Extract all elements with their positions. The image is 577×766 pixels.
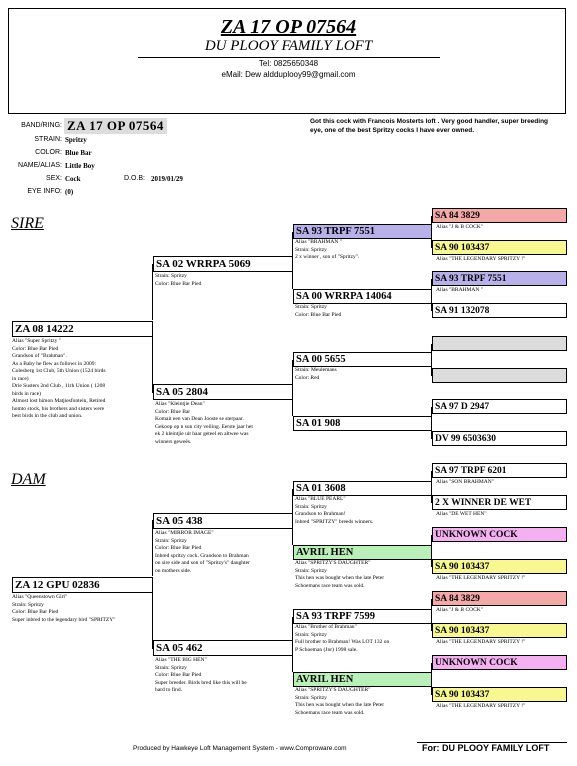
connector-line <box>292 617 293 640</box>
gen3-band-box: SA 00 WRRPA 14064 <box>293 289 432 304</box>
connector-line <box>152 593 153 649</box>
connector-line <box>431 279 432 289</box>
gen4-band-box: SA 90 103437 <box>432 240 567 255</box>
gen4-alias: Alias "SON BRAHMAN" <box>436 479 494 485</box>
connector-line <box>431 624 432 631</box>
gen4-band-box: SA 97 TRPF 6201 <box>432 463 567 478</box>
gen4-band-box: SA 91 132078 <box>432 303 567 318</box>
gen4-band-box: SA 84 3829 <box>432 591 567 606</box>
connector-line <box>431 560 432 567</box>
gen4-band-box: 2 X WINNER DE WET <box>432 495 567 510</box>
gen2-details: Alias "THE BIG HEN" Strain: Spritzy Color: Blue Bar Pied Super breeder. Birds bred like this will be hard to find. <box>155 657 247 693</box>
connector-line <box>152 520 153 576</box>
strain-value: Spritzy <box>65 136 87 144</box>
color-label: COLOR: <box>35 149 62 156</box>
gen3-band-box: SA 01 3608 <box>293 481 432 496</box>
gen4-band-box <box>432 336 567 351</box>
connector-line <box>292 656 293 672</box>
connector-line <box>431 344 432 352</box>
header-divider <box>138 57 440 58</box>
connector-line <box>431 663 432 672</box>
gen3-details: Alias "BLUE PEARL" Strain: Spritzy Grandson to Brahman! Inbred "SPRITZY" breeds winners. <box>295 496 374 525</box>
notes-text: Got this cock with Francois Mosterts loft . Very good handler, super breeding eye, one of the best Spritzy cocks I have ever owned. <box>310 118 549 134</box>
gen3-band-box: SA 00 5655 <box>293 352 432 367</box>
connector-line <box>431 471 432 481</box>
color-value: Blue Bar <box>65 149 92 157</box>
sex-value: Cock <box>65 175 81 183</box>
connector-line <box>431 367 432 376</box>
gen4-alias: Alias "DE WET HEN" <box>436 511 487 517</box>
dam-heading: DAM <box>11 471 46 488</box>
gen4-band-box: SA 84 3829 <box>432 208 567 223</box>
gen4-alias: Alias "THE LEGENDARY SPRITZY !" <box>436 639 526 645</box>
eye-value: (0) <box>65 188 74 196</box>
footer-for-text: For: DU PLOOY FAMILY LOFT <box>422 743 550 753</box>
connector-line <box>431 431 432 439</box>
gen2-band-box: SA 05 438 <box>153 513 293 529</box>
gen4-band-box: UNKNOWN COCK <box>432 527 567 542</box>
sire-heading: SIRE <box>11 215 44 232</box>
connector-line <box>431 535 432 545</box>
gen3-details: Strain: Meulemans Color: Red <box>295 367 337 381</box>
gen3-details: Alias "SPRITZY'S DAUGHTER" Strain: Spritzy This hen was bought when the late Peter Schoemans race team was sold. <box>295 560 385 589</box>
header-tel: Tel: 0825650348 <box>258 59 319 68</box>
connector-line <box>152 264 153 320</box>
header-band-title: ZA 17 OP 07564 <box>220 16 357 38</box>
gen4-band-box: UNKNOWN COCK <box>432 655 567 670</box>
connector-line <box>431 407 432 416</box>
connector-line <box>292 489 293 513</box>
gen3-band-box: AVRIL HEN <box>293 545 432 560</box>
dob-label: D.O.B: <box>124 175 146 182</box>
dob-value: 2019/01/29 <box>151 175 183 183</box>
gen4-band-box <box>432 368 567 383</box>
gen2-details: Strain: Spritzy Color: Blue Bar Pied <box>155 273 202 287</box>
connector-line <box>431 496 432 503</box>
name-label: NAME/ALIAS: <box>18 162 62 169</box>
gen2-details: Alias "Kleintjie Dean" Color: Blue Bar Komait een van Dean Jooste se sterpaar. Gekoop op n sun city veiling. Eerste jaar het ek 2 kleintjie uit haar geteel en altwee was winners geweês. <box>155 401 253 445</box>
connector-line <box>292 360 293 384</box>
eye-label: EYE INFO: <box>27 188 62 195</box>
name-value: Little Boy <box>65 162 95 170</box>
dam-band-box: ZA 12 GPU 02836 <box>12 577 153 593</box>
strain-label: STRAIN: <box>34 136 62 143</box>
gen2-band-box: SA 02 WRRPA 5069 <box>153 256 293 272</box>
gen2-band-box: SA 05 2804 <box>153 384 293 400</box>
gen3-band-box: SA 93 TRPF 7551 <box>293 224 432 239</box>
gen4-alias: Alias "THE LEGENDARY SPRITZY !" <box>436 256 526 262</box>
gen3-details: Alias "BRAHMAN " Strain: Spritzy 2 x winner , son of "Spritzy". <box>295 239 360 260</box>
connector-line <box>431 687 432 695</box>
gen4-band-box: SA 93 TRPF 7551 <box>432 271 567 286</box>
gen2-band-box: SA 05 462 <box>153 640 293 656</box>
gen4-band-box: SA 90 103437 <box>432 687 567 702</box>
connector-line <box>431 304 432 311</box>
band-value: ZA 17 OP 07564 <box>64 118 167 134</box>
gen3-details: Strain: Spritzy Color: Blue Bar Pied <box>295 304 342 318</box>
gen4-alias: Alias "J & B COCK" <box>436 607 483 613</box>
gen3-band-box: AVRIL HEN <box>293 672 432 687</box>
sex-label: SEX: <box>46 175 62 182</box>
gen2-details: Alias "MIRROR IMAGE" Strain: Spritzy Color: Blue Bar Pied Inbred spritzy cock. Grandson to Brahman on sire side and son of "Spritzy's" daughter on mothers side. <box>155 530 250 574</box>
gen3-details: Alias "Brother of Brahman" Strain: Spritzy Full brother to Brahman! Was LOT 132 on P Schoeman (Jnr) 1998 sale. <box>295 624 390 653</box>
gen4-alias: Alias "J & B COCK" <box>436 224 483 230</box>
connector-line <box>152 337 153 393</box>
header-email: eMail: Dew aldduplooy99@gmail.com <box>221 70 356 79</box>
sire-band-box: ZA 08 14222 <box>12 321 153 337</box>
sire-details: Alias "Super Spritzy " Color: Blue Bar Pied Grandson of "Brahman". As a Baby he flew as follows in 2009: Colesberg 1st Club, 5th Union (1524 birds in race) Drie Susters 2nd Club , 11th Union ( 1208 birds in race) Almost lost himon Matjiesfontein, Retired homto stock, his brothers and sisters were best birds in the club and union. <box>12 338 106 419</box>
gen4-band-box: SA 97 D 2947 <box>432 399 567 414</box>
band-label: BAND/RING: <box>21 122 62 129</box>
connector-line <box>431 599 432 609</box>
connector-line <box>431 239 432 248</box>
gen4-band-box: SA 90 103437 <box>432 559 567 574</box>
connector-line <box>292 272 293 289</box>
gen4-alias: Alias "THE LEGENDARY SPRITZY !" <box>436 703 526 709</box>
produced-by-text: Produced by Hawkeye Loft Management System - www.Comproware.com <box>133 745 347 752</box>
gen4-band-box: SA 90 103437 <box>432 623 567 638</box>
header-loft-name: DU PLOOY FAMILY LOFT <box>204 38 373 54</box>
gen3-band-box: SA 01 908 <box>293 416 432 431</box>
gen4-alias: Alias "BRAHMAN " <box>436 287 483 293</box>
connector-line <box>292 529 293 545</box>
connector-line <box>431 216 432 224</box>
gen4-alias: Alias "THE LEGENDARY SPRITZY !" <box>436 575 526 581</box>
connector-line <box>292 232 293 256</box>
gen3-details: Alias "SPRITZY'S DAUGHTER" Strain: Spritzy This hen was bought when the late Peter Schoemans race team was sold. <box>295 687 385 716</box>
dam-details: Alias "Queenstown Girl" Strain: Spritzy Color: Blue Bar Pied Super inbred to the legendary bird "SPRITZY" <box>12 594 116 623</box>
gen3-band-box: SA 93 TRPF 7599 <box>293 609 432 624</box>
connector-line <box>292 400 293 416</box>
gen4-band-box: DV 99 6503630 <box>432 431 567 446</box>
